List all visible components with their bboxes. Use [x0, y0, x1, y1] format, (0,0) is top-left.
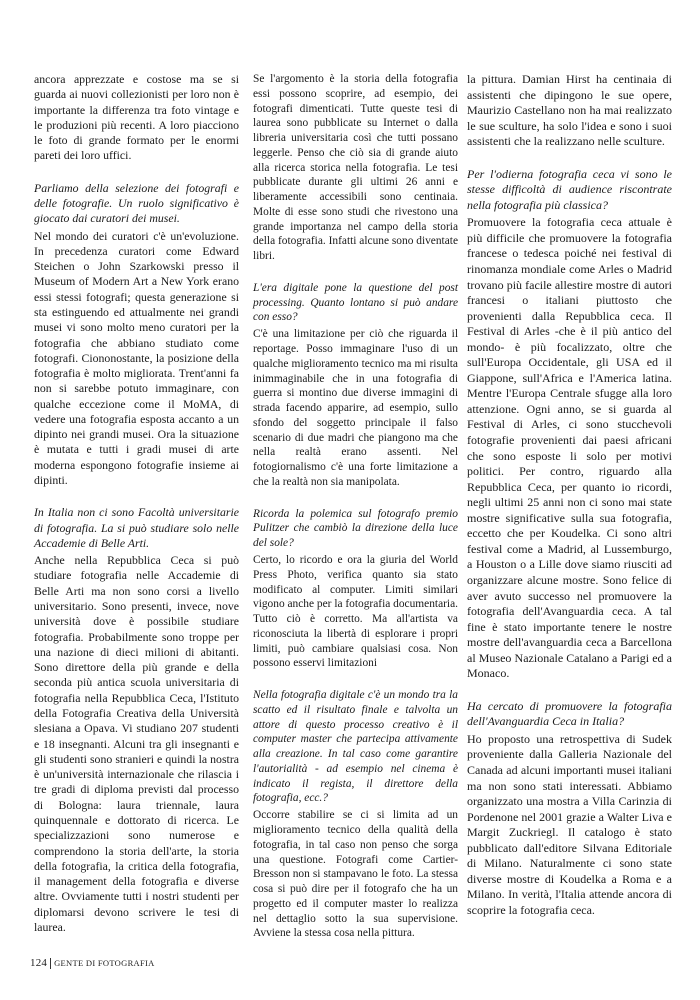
body-paragraph: Certo, lo ricordo e ora la giuria del World Press Photo, verifica quanto sia stato modificato al computer. Limiti similari vigono anche per la fotografia documentaria. Tutto ciò è corretto. Ma all'artista va riconosciuta la libertà di esplorare i propri limiti, può cambiare qualsiasi cosa. Non possono esservi limitazioni — [253, 553, 458, 670]
interview-question: L'era digitale pone la questione del post processing. Quanto lontano si può andare con esso? — [253, 281, 458, 324]
text-column-1 — [34, 72, 239, 935]
page-number: 124 — [30, 957, 48, 969]
text-column-2 — [253, 72, 458, 941]
body-paragraph: Promuovere la fotografia ceca attuale è più difficile che promuovere la fotografia francese o tedesca poiché nei festival di rinomanza mondiale come Arles o Madrid trovano più facile allestire mostre di autori francesi o italiani piuttosto che provenienti dalla Repubblica ceca. Il Festival di Arles -che è il più antico del mondo- è più focalizzato, oltre che sull'Europa Occidentale, gli USA ed il Giappone, sull'Africa e l'America latina. Mentre l'Europa Centrale sfugge alla loro attenzione. Ogni anno, se si guarda al Festival di Arles, ci sono stucchevoli fotografie provenienti dai paesi africani che sono esposte li solo per motivi politici. Per contro, riguardo alla Repubblica Ceca, per quanto io ricordi, negli ultimi 25 anni non ci sono mai state mostre significative sulla sua fotografia, eccetto che per Koudelka. Ci sono altri festival come a Madrid, al Lussemburgo, a Houston o a Lille dove siamo riusciti ad organizzare alcune mostre. Sono felice di aver avuto successo nel promuovere la fotografia dell'Avanguardia ceca. A tal fine è stato importante tenere le nostre mostre dell'avanguardia ceca a Barcellona al Museo Nazionale Catalano a Parigi ed a Monaco. — [467, 215, 672, 681]
page-footer — [30, 957, 155, 969]
body-paragraph: C'è una limitazione per ciò che riguarda il reportage. Posso immaginare l'uso di un qualche miglioramento tecnico ma mi risulta inimmaginabile che in una fotografia di guerra si montino due diverse immagini di strada facendo apparire, ad esempio, sullo sfondo del soggetto principale il falso scenario di due madri che piangono ma che nella realtà erano assenti. Nel fotogiornalismo c'è una forte limitazione a che la realtà non sia manipolata. — [253, 328, 458, 488]
interview-question: Ricorda la polemica sul fotografo premio Pulitzer che cambiò la direzione della luce del sole? — [253, 507, 458, 550]
text-column-3 — [467, 72, 672, 918]
body-paragraph: Se l'argomento è la storia della fotografia essi possono scoprire, ad esempio, dei fotografi dimenticati. Tutte queste tesi di laurea sono pubblicate su Internet o dalla libreria universitaria così che tutti possano leggerle. Penso che ciò sia di grande aiuto alla ricerca storica nella fotografia. Le tesi pubblicate durante gli ultimi 26 anni e liberamente accessibili sono centinaia. Molte di esse sono studi che rivestono una grande importanza nel campo della storia della fotografia. Infatti alcune sono diventate libri. — [253, 73, 458, 263]
body-paragraph: ancora apprezzate e costose ma se si guarda ai nuovi collezionisti per loro non è importante la differenza tra foto vintage e le produzioni più recenti. A loro piacciono le foto di grande formato per le enormi pareti dei loro uffici. — [34, 72, 239, 163]
body-paragraph: Occorre stabilire se ci si limita ad un miglioramento tecnico della qualità della fotografia, in tal caso non penso che sorga una questione. Fotografi come Cartier-Bresson non si stampavano le foto. La stessa cosa si può dire per il fotografo che ha un progetto ed il computer master lo realizza nel dettaglio sotto la sua supervisione. Avviene la stessa cosa nella pittura. — [253, 809, 458, 940]
interview-question: Nella fotografia digitale c'è un mondo tra la scatto ed il risultato finale e talvolta un attore di questo processo creativo è il computer master che partecipa attivamente alla creazione. In tal caso come garantire l'autorialità - ad esempio nel cinema è indicato il regista, il direttore della fotografia, ecc.? — [253, 689, 458, 805]
magazine-name: GENTE DI FOTOGRAFIA — [54, 958, 155, 968]
body-paragraph: Ho proposto una retrospettiva di Sudek proveniente dalla Galleria Nazionale del Canada ad alcuni importanti musei italiani ma non sono stati interessati. Abbiamo organizzato una mostra a Villa Carinzia di Pordenone nel 2001 grazie a Walter Liva e Margit Zuckriegl. Il catalogo è stato pubblicato dall'editore Silvana Editoriale di Milano. Naturalmente ci sono state diverse mostre di Koudelka a Roma e a Milano. In verità, l'Italia attende ancora di scoprire la fotografia ceca. — [467, 731, 672, 917]
body-paragraph: Nel mondo dei curatori c'è un'evoluzione. In precedenza curatori come Edward Steichen o John Szarkowski presso il Museum of Modern Art a New York erano essi stessi fotografi; questa generazione si sta estinguendo ed attualmente nei grandi musei vi sono molto meno curatori per la fotografia che abbiano studiato come fotografi. Ciononostante, la posizione della fotografia è molto migliorata. Trent'anni fa non si sarebbe potuto immaginare, con qualche eccezione come il MoMA, di vedere una fotografia esposta accanto a un dipinto nei grandi musei. Ora la situazione è mutata e tutti i gradi musei di arte moderna espongono fotografie insieme ai dipinti. — [34, 228, 239, 488]
interview-question: Ha cercato di promuovere la fotografia dell'Avanguardia Ceca in Italia? — [467, 698, 672, 729]
footer-divider — [50, 958, 51, 969]
interview-question: Per l'odierna fotografia ceca vi sono le stesse difficoltà di audience riscontrate nella fotografia più classica? — [467, 166, 672, 212]
body-paragraph: Anche nella Repubblica Ceca si può studiare fotografia nelle Accademie di Belle Arti ma non sono corsi a livello universitario. Sono presenti, invece, nove università dove è possibile studiare fotografia. Probabilmente sono troppe per una nazione di dieci milioni di abitanti. Sono direttore della più grande e della seconda più antica scuola universitaria di fotografia nella Repubblica Ceca, l'Istituto della Fotografia Creativa della Università slesiana a Opava. Vi studiano 207 studenti e 18 insegnanti. Alcuni tra gli insegnanti e gli studenti sono stranieri e quindi la nostra è un'università internazionale che rilascia i tre gradi di diploma previsti dal processo di Bologna: laura triennale, laura quinquennale e dottorato di ricerca. Le specializzazioni sono numerose e comprendono la storia dell'arte, la storia della fotografia, la critica della fotografia, il management della fotografia e diverse altre. Ovviamente tutti i nostri studenti per diplomarsi devono scrivere le tesi di laurea. — [34, 553, 239, 934]
interview-question: Parliamo della selezione dei fotografi e delle fotografie. Un ruolo significativo è giocato dai curatori dei musei. — [34, 180, 239, 226]
interview-question: In Italia non ci sono Facoltà universitarie di fotografia. La si può studiare solo nelle Accademie di Belle Arti. — [34, 505, 239, 550]
body-paragraph: la pittura. Damian Hirst ha centinaia di assistenti che dipingono le sue opere, Maurizio Castellano non ha mai realizzato le sue sculture, ha solo l'idea e sono i suoi assistenti che la realizzano nelle sculture. — [467, 72, 672, 149]
